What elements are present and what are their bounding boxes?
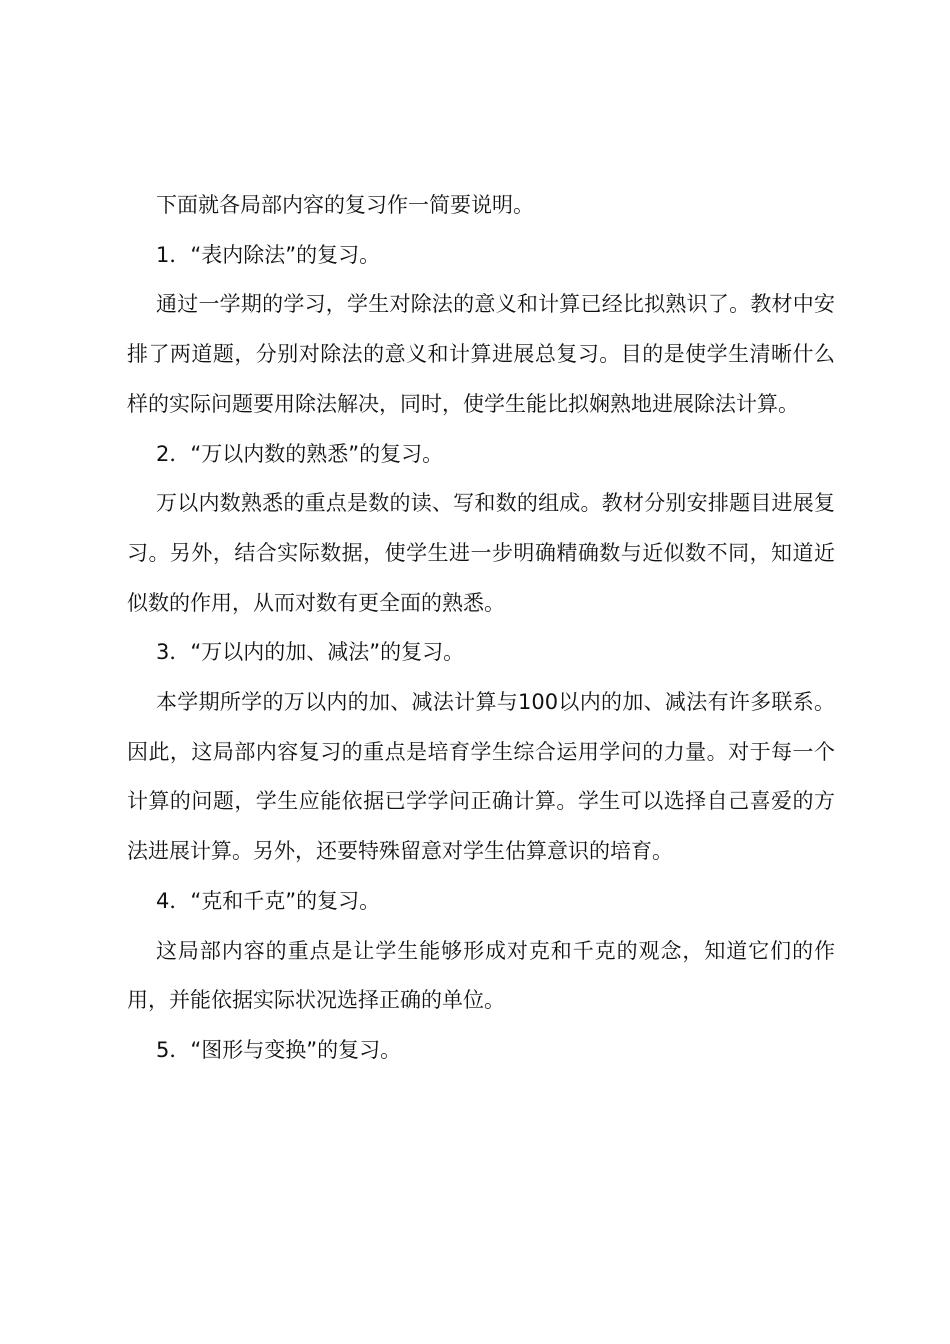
section-body-4: 这局部内容的重点是让学生能够形成对克和千克的观念，知道它们的作用，并能依据实际状况选择正确的单位。 — [127, 938, 835, 1013]
section-heading-5: 5．“图形与变换”的复习。 — [156, 1037, 402, 1062]
section-heading-1: 1．“表内除法”的复习。 — [156, 242, 381, 267]
document-body — [127, 181, 835, 1076]
intro-paragraph: 下面就各局部内容的复习作一简要说明。 — [156, 193, 534, 217]
section-heading-4: 4．“克和千克”的复习。 — [156, 888, 381, 913]
section-heading-3: 3．“万以内的加、减法”的复习。 — [156, 640, 465, 665]
section-body-2: 万以内数熟悉的重点是数的读、写和数的组成。教材分别安排题目进展复习。另外，结合实际数据，使学生进一步明确精确数与近似数不同，知道近似数的作用，从而对数有更全面的熟悉。 — [127, 491, 835, 615]
section-body-1: 通过一学期的学习，学生对除法的意义和计算已经比拟熟识了。教材中安排了两道题，分别对除法的意义和计算进展总复习。目的是使学生清晰什么样的实际问题要用除法解决，同时，使学生能比拟娴熟地进展除法计算。 — [127, 292, 835, 416]
section-body-3: 本学期所学的万以内的加、减法计算与100以内的加、减法有许多联系。因此，这局部内容复习的重点是培育学生综合运用学问的力量。对于每一个计算的问题，学生应能依据已学学问正确计算。学生可以选择自己喜爱的方法进展计算。另外，还要特殊留意对学生估算意识的培育。 — [127, 690, 835, 864]
section-heading-2: 2．“万以内数的熟悉”的复习。 — [156, 441, 444, 466]
